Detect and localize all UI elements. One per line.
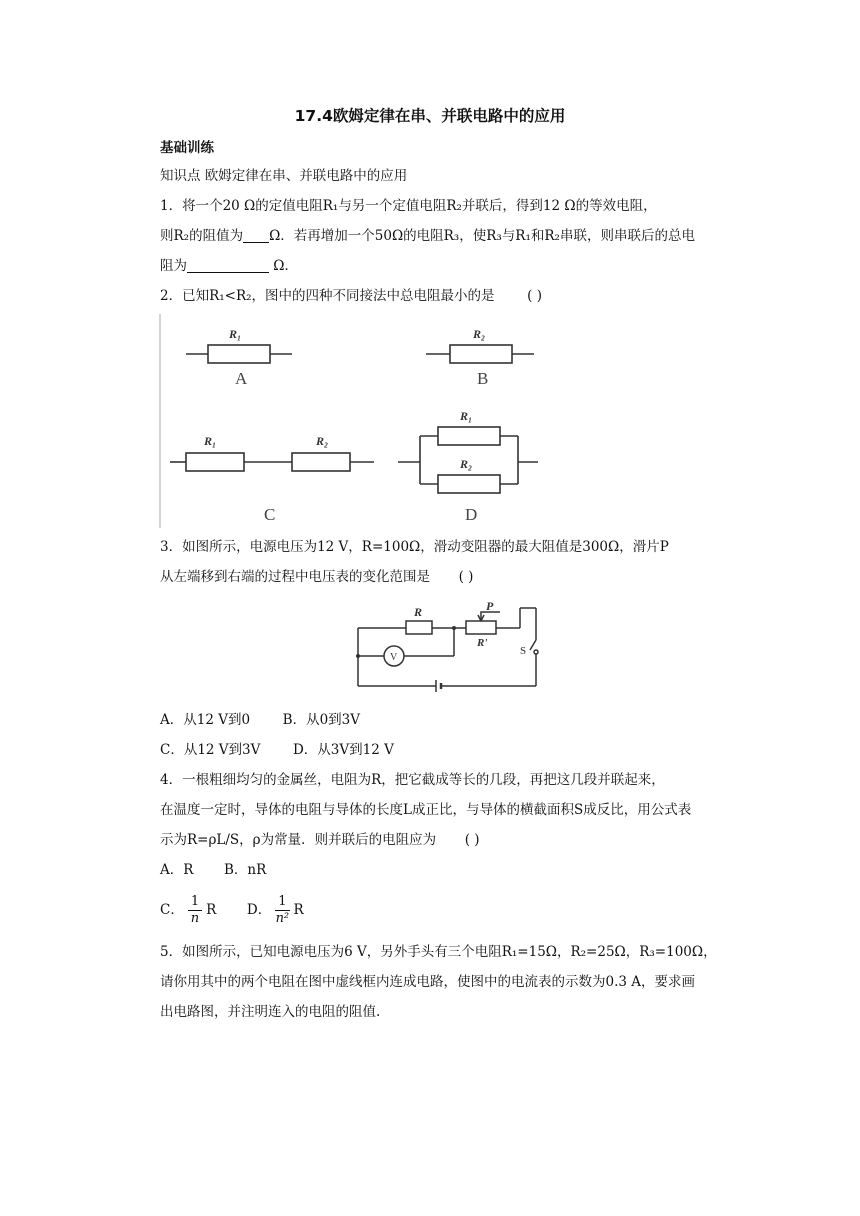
q2-label-d-r1: R₁ [460, 409, 473, 423]
q3-option-b[interactable]: B．从0到3V [282, 712, 361, 728]
q5-line1: 5．如图所示，已知电源电压为6 V，另外手头有三个电阻R₁=15Ω，R₂=25Ω，R₃=100Ω， [160, 944, 717, 960]
q4-option-c-numerator: 1 [188, 894, 202, 911]
q4-option-d-suffix: R [293, 902, 304, 918]
q4-option-c-denominator: n [190, 911, 200, 926]
q4-option-d-prefix: D． [246, 902, 272, 918]
q3-line1: 3．如图所示，电源电压为12 V，R=100Ω，滑动变阻器的最大阻值是300Ω，滑片P [160, 539, 669, 555]
q2-option-b-label: B [477, 369, 489, 388]
q4-option-a[interactable]: A．R [160, 862, 194, 878]
q4-line1: 4．一根粗细均匀的金属丝，电阻为R，把它截成等长的几段，再把这几段并联起来， [160, 772, 665, 788]
q1-line2a: 则R₂的阻值为 [160, 228, 244, 244]
q5-line2: 请你用其中的两个电阻在图中虚线框内连成电路，使图中的电流表的示数为0.3 A，要求画 [160, 974, 696, 990]
knowledge-point: 知识点 欧姆定律在串、并联电路中的应用 [160, 168, 408, 184]
q2-answer-paren: ( ) [527, 288, 542, 304]
q1-line3 [160, 256, 705, 276]
q4-answer-paren: ( ) [464, 832, 480, 848]
q4-option-b[interactable]: B．nR [224, 862, 267, 878]
q3-label-r: R [414, 605, 423, 619]
q4-option-d-fraction [275, 894, 289, 927]
q5-line3: 出电路图，并注明连入的电阻的阻值. [160, 1004, 381, 1020]
q3-option-d[interactable]: D．从3V到12 V [292, 742, 394, 758]
q3-option-c[interactable]: C．从12 V到3V [160, 742, 261, 758]
q3-options-ab [160, 710, 705, 730]
q4-option-d-denominator: n² [275, 911, 290, 926]
q2-option-a-label: A [235, 369, 248, 388]
q2-label-c-r1: R₁ [204, 434, 217, 448]
q2-stem [160, 286, 705, 306]
q2-option-d-label: D [465, 505, 478, 524]
q4-line2: 在温度一定时，导体的电阻与导体的长度L成正比，与导体的横截面积S成反比，用公式表 [160, 802, 692, 818]
q2-label-d-r2: R₂ [460, 457, 473, 471]
q2-stem-text: 2．已知R₁<R₂，图中的四种不同接法中总电阻最小的是 [160, 288, 495, 304]
q1-line1: 1．将一个20 Ω的定值电阻R₁与另一个定值电阻R₂并联后，得到12 Ω的等效电阻， [160, 198, 657, 214]
q4-line3-text: 示为R=ρL/S，ρ为常量．则并联后的电阻应为 [160, 832, 437, 848]
q1-line3a: 阻为 [160, 258, 187, 274]
q4-option-c-suffix: R [206, 902, 217, 918]
q4-option-d-numerator: 1 [275, 894, 289, 911]
q4-line3 [160, 830, 705, 850]
q4-option-d[interactable] [246, 894, 304, 926]
q1-blank-2[interactable] [187, 258, 269, 273]
q3-label-p: P [486, 599, 494, 613]
q1-line2b: Ω．若再增加一个50Ω的电阻R₃，使R₃与R₁和R₂串联，则串联后的总电 [269, 228, 695, 244]
q3-option-a[interactable]: A．从12 V到0 [160, 712, 251, 728]
q1-blank-1[interactable] [243, 228, 269, 243]
section-heading: 基础训练 [160, 140, 214, 156]
q3-line2-text: 从左端移到右端的过程中电压表的变化范围是 [160, 569, 430, 585]
q1-line3b: Ω． [273, 258, 298, 274]
q4-option-c-prefix: C． [160, 902, 184, 918]
q2-option-c-label: C [264, 505, 276, 524]
q1-line2 [160, 226, 705, 246]
q3-voltmeter-v: V [390, 652, 398, 663]
q4-option-c[interactable] [160, 894, 221, 926]
q2-label-b-r2: R₂ [473, 327, 486, 341]
q2-label-a-r1: R₁ [229, 327, 242, 341]
q3-label-rprime: R' [477, 637, 488, 649]
q4-option-c-fraction [188, 894, 202, 927]
q3-label-s: S [520, 645, 527, 657]
q4-options-cd [160, 892, 705, 928]
q2-figure [158, 314, 550, 528]
q4-options-ab [160, 860, 705, 880]
page-title: 17.4欧姆定律在串、并联电路中的应用 [294, 107, 566, 125]
q2-label-c-r2: R₂ [316, 434, 329, 448]
q3-options-cd [160, 740, 705, 760]
q3-line2 [160, 567, 705, 587]
q3-answer-paren: ( ) [458, 569, 474, 585]
q3-circuit-figure [352, 598, 548, 694]
